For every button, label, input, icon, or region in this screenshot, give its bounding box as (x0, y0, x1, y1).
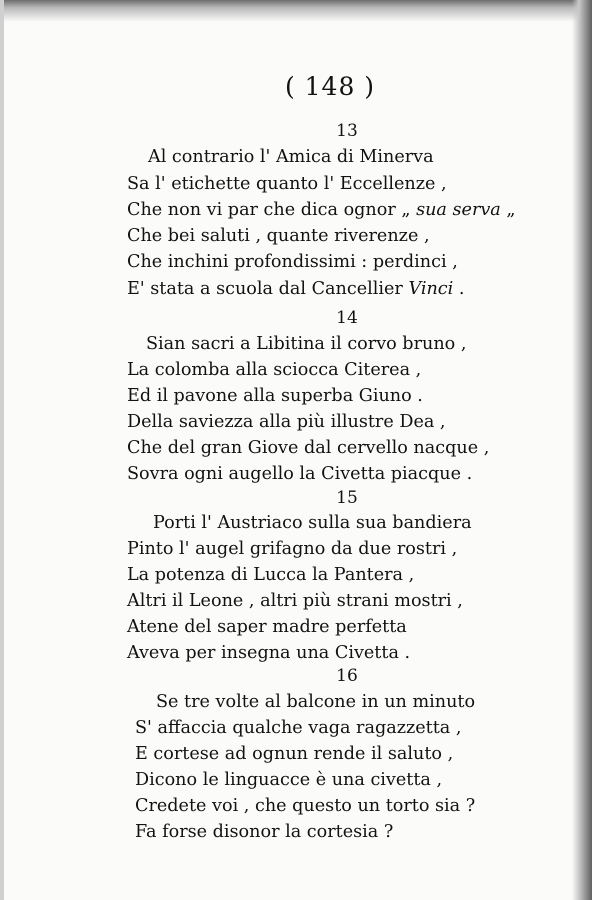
verse-line: Sian sacri a Libitina il corvo bruno , (146, 334, 467, 354)
verse-line: Aveva per insegna una Civetta . (127, 643, 411, 663)
scan-top-shadow (0, 0, 592, 22)
stanza-number: 16 (336, 666, 358, 686)
stanza-number: 13 (336, 121, 358, 141)
verse-line: Che bei saluti , quante riverenze , (127, 226, 430, 246)
verse-line: Credete voi , che questo un torto sia ? (135, 796, 476, 816)
verse-line: Della saviezza alla più illustre Dea , (127, 412, 446, 432)
verse-line: Pinto l' augel grifagno da due rostri , (127, 539, 458, 559)
stanza-number: 15 (336, 488, 358, 508)
verse-line: Porti l' Austriaco sulla sua bandiera (153, 513, 472, 533)
verse-line: Che del gran Giove dal cervello nacque , (127, 438, 490, 458)
verse-line: Atene del saper madre perfetta (127, 617, 407, 637)
verse-line: La potenza di Lucca la Pantera , (127, 565, 415, 585)
verse-line: Altri il Leone , altri più strani mostri , (127, 591, 463, 611)
verse-line: Che non vi par che dica ognor „ sua serva „ (127, 200, 516, 220)
verse-line: Ed il pavone alla superba Giuno . (127, 386, 423, 406)
verse-line: E' stata a scuola dal Cancellier Vinci . (127, 279, 465, 299)
verse-line: Sovra ogni augello la Civetta piacque . (127, 464, 473, 484)
verse-line: Che inchini profondissimi : perdinci , (127, 252, 458, 272)
verse-line: Sa l' etichette quanto l' Eccellenze , (127, 174, 447, 194)
italic-text: Vinci (408, 279, 454, 299)
verse-line: La colomba alla sciocca Citerea , (127, 360, 422, 380)
italic-text: sua serva (416, 200, 501, 220)
verse-line: S' affaccia qualche vaga ragazzetta , (135, 718, 462, 738)
verse-line: Fa forse disonor la cortesia ? (135, 822, 394, 842)
page-number: ( 148 ) (284, 72, 376, 101)
verse-line: Al contrario l' Amica di Minerva (148, 147, 434, 167)
verse-line: E cortese ad ognun rende il saluto , (135, 744, 454, 764)
verse-line: Dicono le linguacce è una civetta , (135, 770, 443, 790)
verse-line: Se tre volte al balcone in un minuto (156, 692, 476, 712)
stanza-number: 14 (336, 308, 358, 328)
